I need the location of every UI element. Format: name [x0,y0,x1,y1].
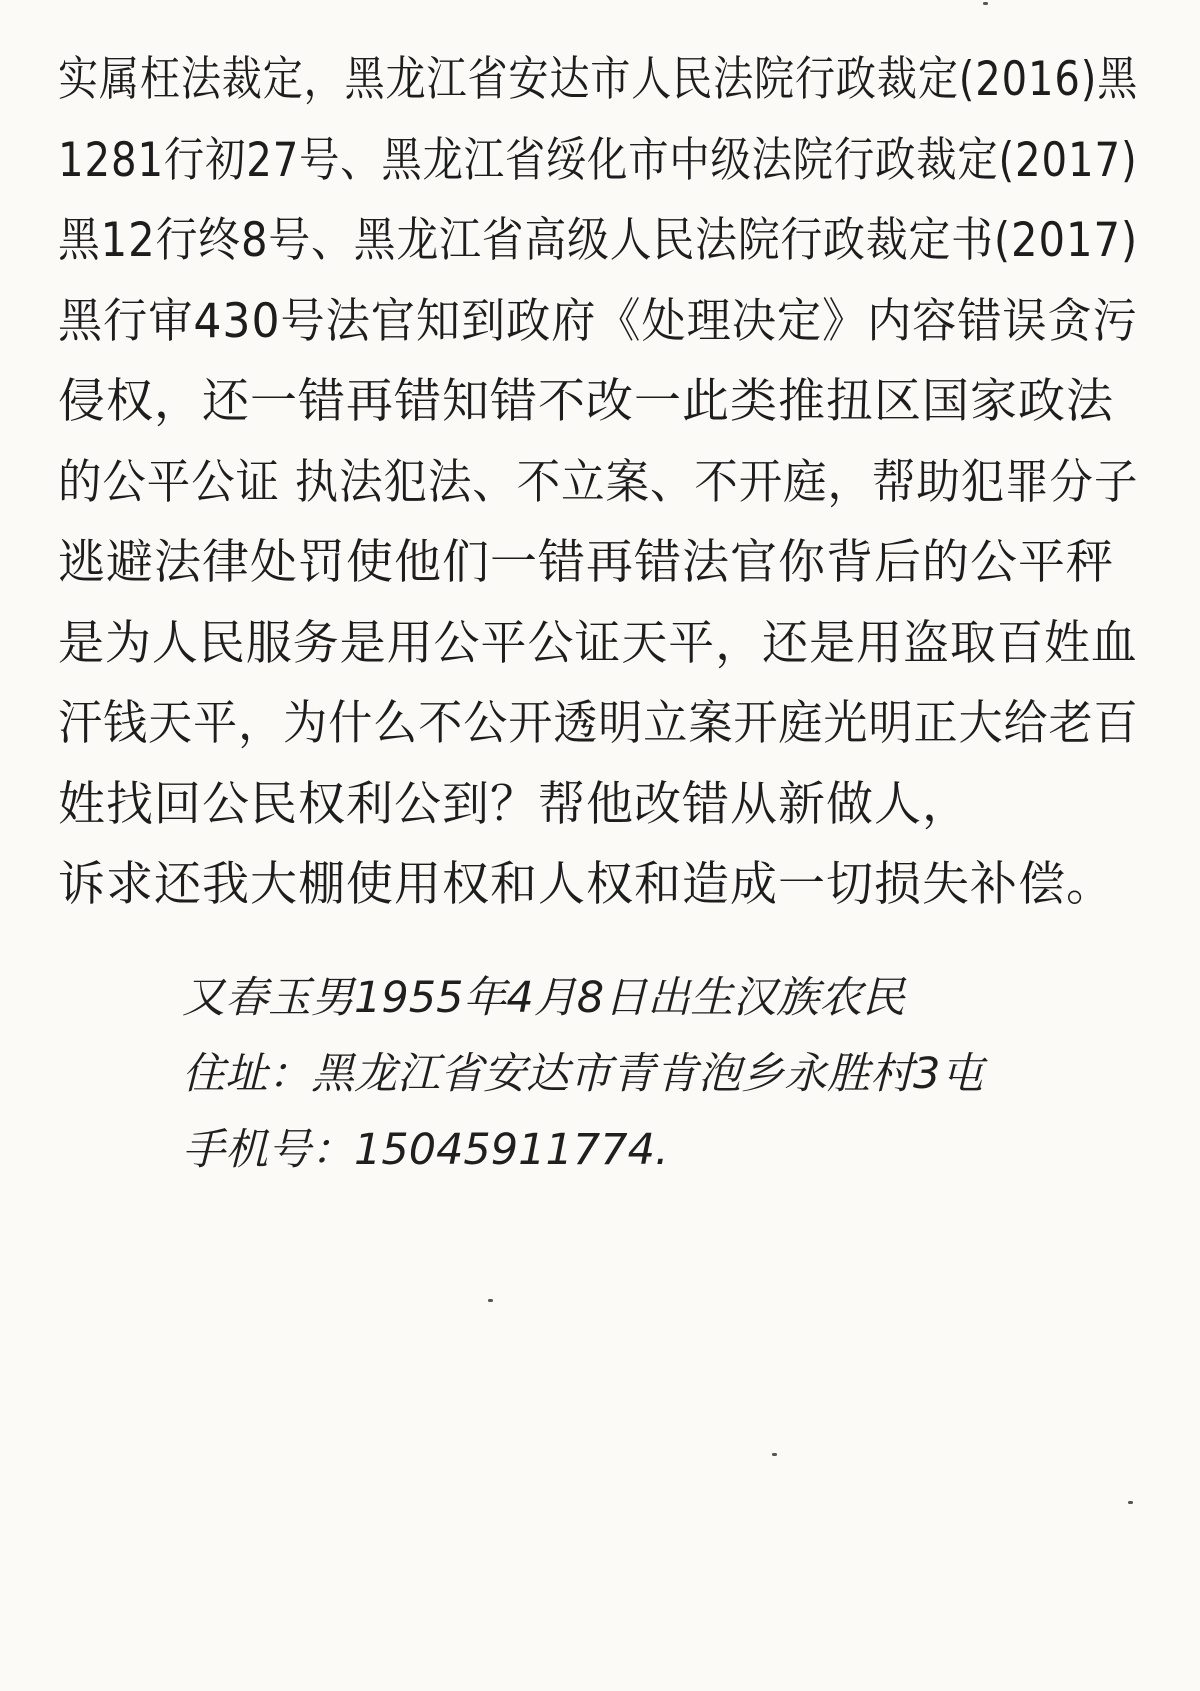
signer-address: 住址：黑龙江省安达市青肯泡乡永胜村3屯 [182,1049,984,1099]
letter-line: 是为人民服务是用公平公证天平，还是用盗取百姓血 [58,615,1138,671]
signature-block [182,960,982,1188]
letter-line: 逃避法律处罚使他们一错再错法官你背后的公平秤 [58,535,1114,590]
signer-info: 又春玉男1955年4月8日出生汉族农民 [182,973,906,1023]
letter-line: 1281行初27号、黑龙江省绥化市中级法院行政裁定(2017) [58,132,1138,188]
letter-body [58,40,1148,926]
scan-speck [772,1453,777,1456]
scan-speck [983,2,988,5]
scan-speck [1128,1501,1133,1504]
letter-line: 侵权，还一错再错知错不改一此类推扭区国家政法 [58,374,1114,429]
letter-line: 黑行审430号法官知到政府《处理决定》内容错误贪污 [58,293,1138,349]
letter-line: 实属枉法裁定，黑龙江省安达市人民法院行政裁定(2016)黑 [58,52,1139,107]
letter-line: 黑12行终8号、黑龙江省高级人民法院行政裁定书(2017) [58,213,1139,268]
letter-line: 姓找回公民权利公到？帮他改错从新做人， [58,776,970,832]
signer-phone: 手机号：15045911774. [182,1125,669,1175]
letter-line: 诉求还我大棚使用权和人权和造成一切损失补偿。 [58,857,1114,912]
letter-line: 的公平公证 执法犯法、不立案、不开庭，帮助犯罪分子 [58,454,1139,510]
letter-line: 汗钱天平，为什么不公开透明立案开庭光明正大给老百 [58,696,1139,751]
scan-speck [488,1299,493,1302]
